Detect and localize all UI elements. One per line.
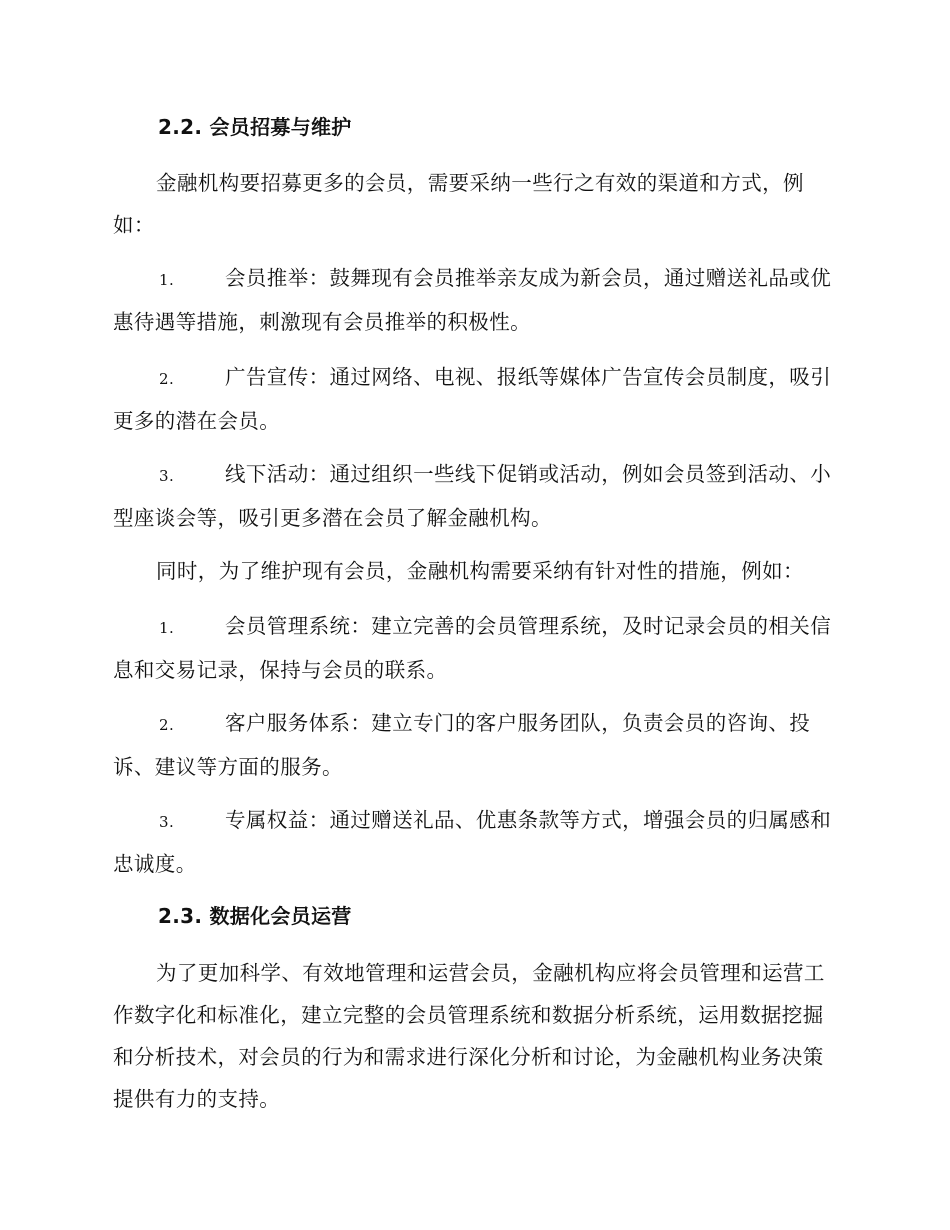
section-heading-2-3: 2.3. 数据化会员运营 (158, 904, 352, 928)
list-item-text: 会员管理系统：建立完善的会员管理系统，及时记录会员的相关信息和交易记录，保持与会员的联系。 (113, 614, 832, 682)
list-item-text: 专属权益：通过赠送礼品、优惠条款等方式，增强会员的归属感和忠诚度。 (113, 808, 832, 876)
list-number: 2. (159, 716, 175, 734)
list-number: 1. (159, 271, 175, 289)
list-item-text: 会员推举：鼓舞现有会员推举亲友成为新会员，通过赠送礼品或优惠待遇等措施，刺激现有会员推举的积极性。 (113, 266, 832, 334)
list-item-text: 线下活动：通过组织一些线下促销或活动，例如会员签到活动、小型座谈会等，吸引更多潜在会员了解金融机构。 (113, 462, 832, 530)
recruit-item-2 (113, 356, 835, 442)
list-item-text: 客户服务体系：建立专门的客户服务团队，负责会员的咨询、投诉、建议等方面的服务。 (113, 711, 811, 779)
maintain-intro-paragraph: 同时，为了维护现有会员，金融机构需要采纳有针对性的措施，例如： (156, 559, 804, 583)
list-number: 3. (159, 813, 175, 831)
section-heading-2-2: 2.2. 会员招募与维护 (158, 115, 352, 139)
recruit-item-1 (113, 257, 835, 343)
list-number: 3. (159, 467, 175, 485)
recruit-item-3 (113, 453, 835, 539)
intro-paragraph: 金融机构要招募更多的会员，需要采纳一些行之有效的渠道和方式，例如： (113, 171, 804, 237)
list-number: 1. (159, 619, 175, 637)
maintain-item-1 (113, 605, 835, 691)
maintain-item-3 (113, 799, 835, 885)
maintain-item-2 (113, 702, 835, 788)
data-operation-paragraph: 为了更加科学、有效地管理和运营会员，金融机构应将会员管理和运营工作数字化和标准化，建立完整的会员管理系统和数据分析系统，运用数据挖掘和分析技术，对会员的行为和需求进行深化分析和讨论，为金融机构业务决策提供有力的支持。 (113, 961, 825, 1111)
list-item-text: 广告宣传：通过网络、电视、报纸等媒体广告宣传会员制度，吸引更多的潜在会员。 (113, 365, 832, 433)
list-number: 2. (159, 370, 175, 388)
